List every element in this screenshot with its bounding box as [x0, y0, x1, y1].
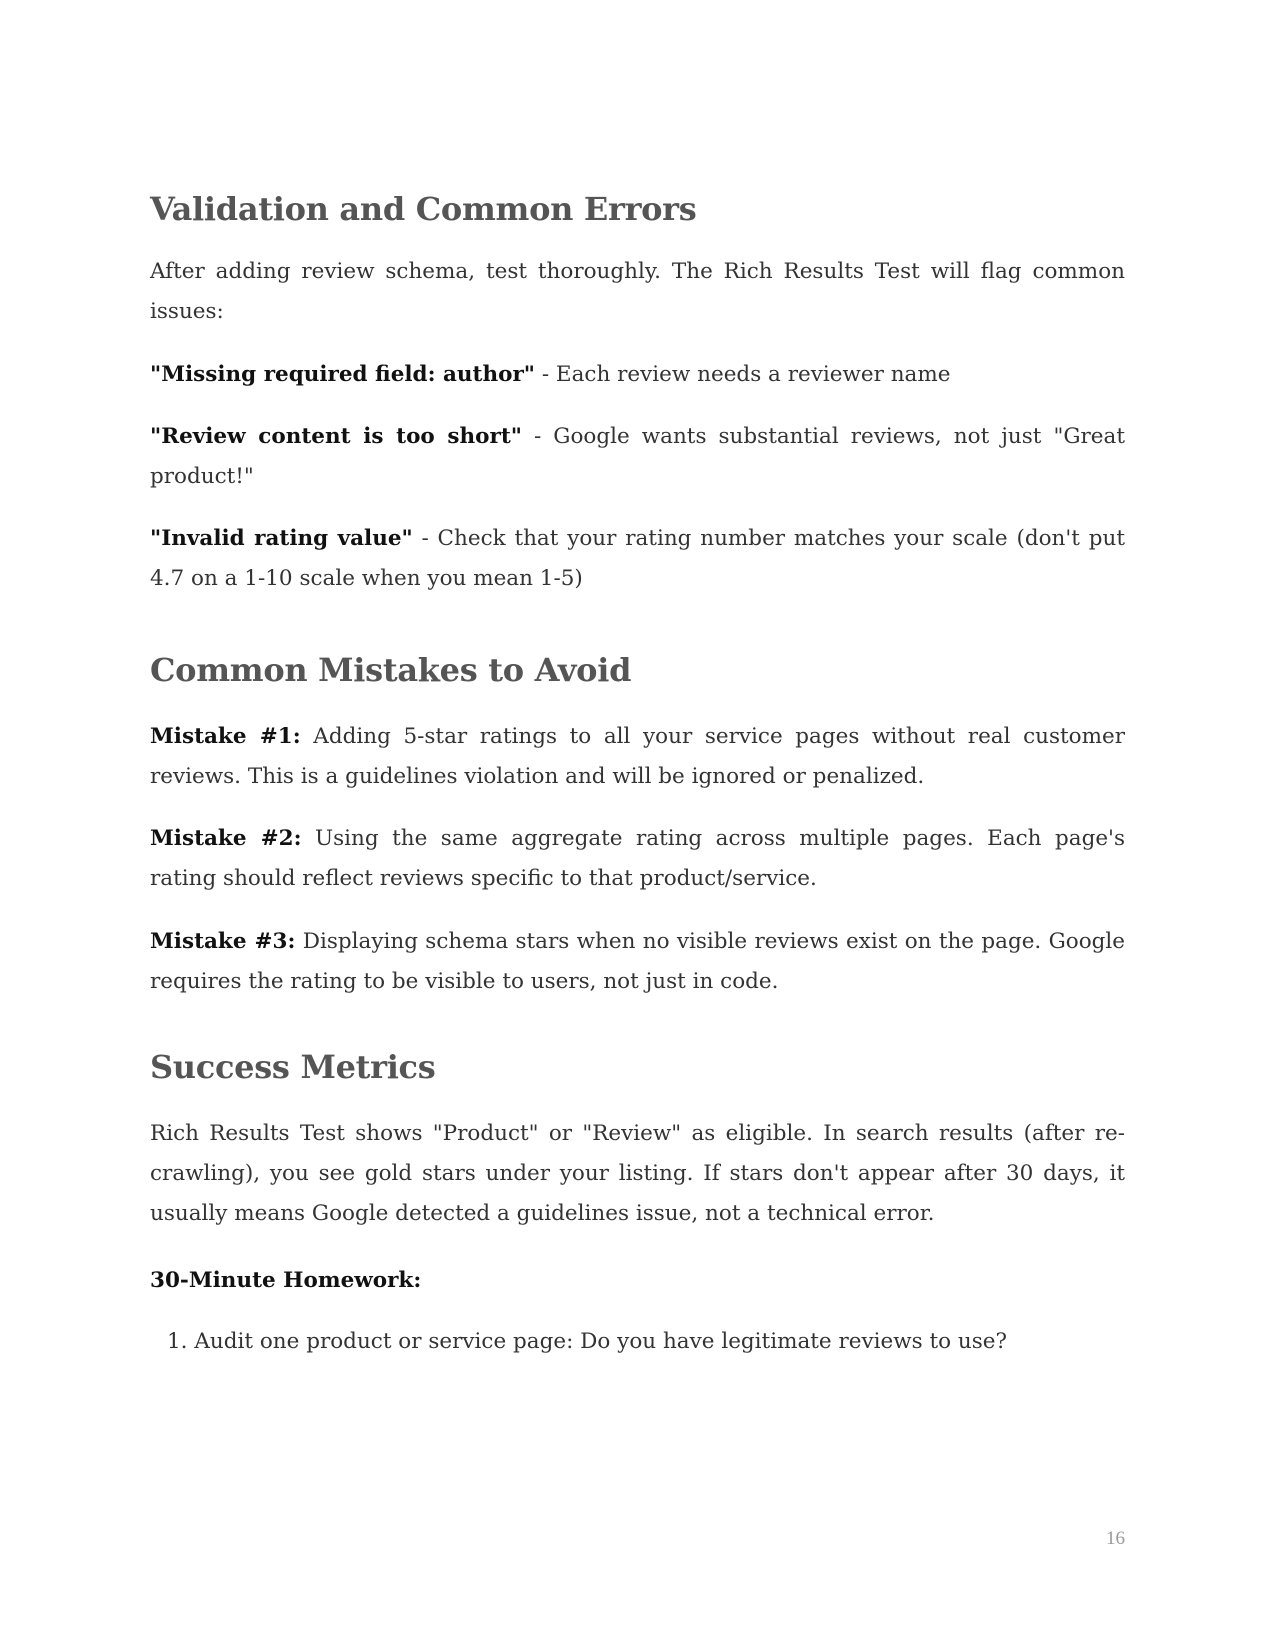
mistake-label: Mistake #3:	[150, 929, 296, 954]
success-metrics-body: Rich Results Test shows "Product" or "Review" as eligible. In search results (after re-crawling), you see gold stars under your listing. If stars don't appear after 30 days, it usually means Google detected a guidelines issue, not a technical error.	[150, 1121, 1125, 1226]
error-item	[150, 519, 1125, 599]
section-heading-validation: Validation and Common Errors	[150, 190, 697, 228]
validation-intro: After adding review schema, test thoroughly. The Rich Results Test will flag common issues:	[150, 259, 1125, 324]
error-description: - Each review needs a reviewer name	[534, 362, 951, 387]
list-item-text: Audit one product or service page: Do you have legitimate reviews to use?	[194, 1329, 1008, 1354]
error-label: "Review content is too short"	[150, 424, 522, 449]
mistake-description: Using the same aggregate rating across multiple pages. Each page's rating should reflect reviews specific to that product/service.	[150, 826, 1126, 891]
mistake-label: Mistake #1:	[150, 724, 301, 749]
page-number: 16	[1106, 1528, 1125, 1549]
mistake-item	[150, 922, 1125, 1002]
mistake-description: Adding 5-star ratings to all your service pages without real customer reviews. This is a guidelines violation and will be ignored or penalized.	[150, 724, 1126, 789]
homework-list-item	[167, 1322, 1007, 1362]
list-number: 1.	[167, 1329, 188, 1354]
mistake-description: Displaying schema stars when no visible reviews exist on the page. Google requires the rating to be visible to users, not just in code.	[150, 929, 1126, 994]
error-label: "Invalid rating value"	[150, 526, 413, 551]
mistake-item	[150, 819, 1125, 899]
error-description: - Google wants substantial reviews, not just "Great product!"	[150, 424, 1125, 489]
mistake-label: Mistake #2:	[150, 826, 302, 851]
homework-title: 30-Minute Homework:	[150, 1268, 422, 1293]
mistake-item	[150, 717, 1125, 797]
error-description: - Check that your rating number matches your scale (don't put 4.7 on a 1-10 scale when you mean 1-5)	[150, 526, 1125, 591]
error-label: "Missing required field: author"	[150, 362, 535, 387]
error-item	[150, 355, 1125, 395]
error-item	[150, 417, 1125, 497]
section-heading-success-metrics: Success Metrics	[150, 1048, 436, 1086]
section-heading-mistakes: Common Mistakes to Avoid	[150, 651, 632, 689]
